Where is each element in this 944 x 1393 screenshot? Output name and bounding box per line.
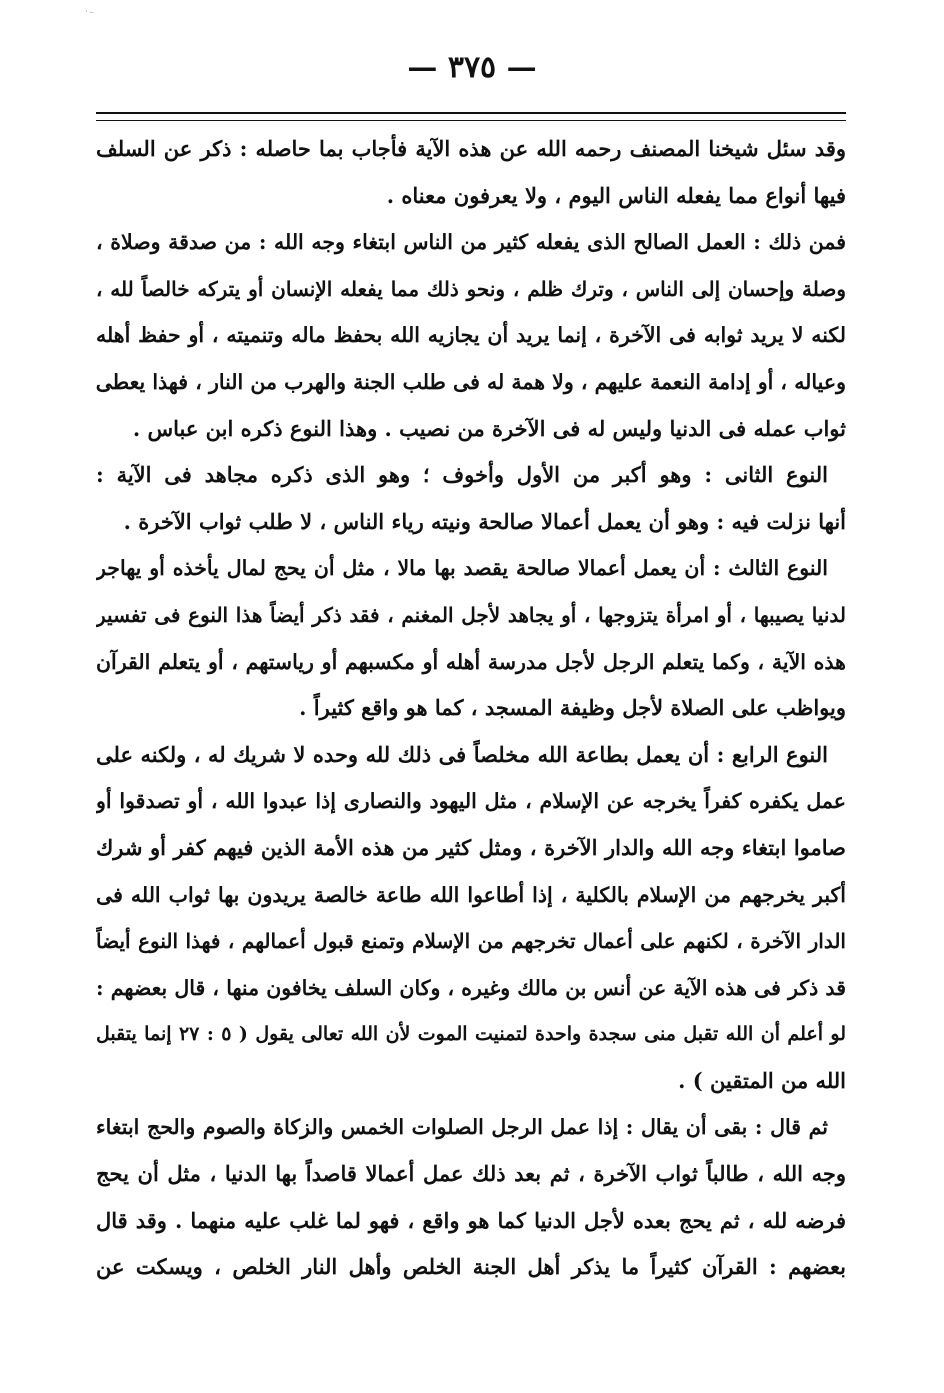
body-text: [96, 126, 846, 1291]
scan-speck: ⁻˙: [84, 10, 95, 21]
text-line: أنها نزلت فيه : وهو أن يعمل أعمالا صالحة ونيته رياء الناس ، لا طلب ثواب الآخرة .: [123, 508, 846, 534]
text-line: لكنه لا يريد ثوابه فى الآخرة ، إنما يريد أن يجازيه الله بحفظ ماله وتنميته ، أو حفظ أهله: [96, 323, 846, 348]
text-line: فرضه لله ، ثم يحج بعده لأجل الدنيا كما هو واقع ، فهو لما غلب عليه منهما . وقد قال: [96, 1207, 846, 1233]
text-line: النوع الثانى : وهو أكبر من الأول وأخوف ؛ وهو الذى ذكره مجاهد فى الآية :: [96, 462, 828, 488]
text-line: وعياله ، أو إدامة النعمة عليهم ، ولا همة له فى طلب الجنة والهرب من النار ، فهذا يعطى: [96, 369, 846, 394]
header-rule: [96, 112, 846, 114]
header-rule-thin: [96, 120, 846, 121]
text-line: النوع الثالث : أن يعمل أعمالا صالحة يقصد بها مالا ، مثل أن يحج لمال يأخذه أو يهاجر: [96, 556, 828, 581]
text-line: الدار الآخرة ، لكنهم على أعمال تخرجهم من الإسلام وتمنع قبول أعمالهم ، فهذا النوع أيضاً: [96, 929, 846, 954]
text-line: فيها أنواع مما يفعله الناس اليوم ، ولا يعرفون معناه .: [386, 182, 846, 208]
page-number: — ٣٧٥ —: [407, 50, 537, 85]
text-line: لو أعلم أن الله تقبل منى سجدة واحدة لتمنيت الموت لأن الله تعالى يقول ( ٥ : ٢٧ إنما يتقبل: [96, 1023, 846, 1046]
text-line: بعضهم : القرآن كثيراً ما يذكر أهل الجنة الخلص وأهل النار الخلص ، ويسكت عن: [96, 1254, 846, 1280]
text-line: ثواب عمله فى الدنيا وليس له فى الآخرة من نصيب . وهذا النوع ذكره ابن عباس .: [132, 415, 846, 441]
text-line: هذه الآية ، وكما يتعلم الرجل لأجل مدرسة أهله أو مكسبهم أو رياستهم ، أو يتعلم القرآن: [96, 649, 846, 674]
text-line: أكبر يخرجهم من الإسلام بالكلية ، إذا أطاعوا الله طاعة خالصة يريدون بها ثواب الله فى: [96, 882, 846, 907]
text-line: ويواظب على الصلاة لأجل وظيفة المسجد ، كما هو واقع كثيراً .: [299, 695, 846, 721]
text-line: عمل يكفره كفراً يخرجه عن الإسلام ، مثل اليهود والنصارى إذا عبدوا الله ، أو تصدقوا أو: [96, 789, 846, 814]
text-line: صاموا ابتغاء وجه الله والدار الآخرة ، ومثل كثير من هذه الأمة الذين فيهم كفر أو شرك: [96, 834, 846, 860]
text-line: لدنيا يصيبها ، أو امرأة يتزوجها ، أو يجاهد لأجل المغنم ، فقد ذكر أيضاً هذا النوع فى تفسير: [96, 602, 846, 627]
text-line: ثم قال : بقى أن يقال : إذا عمل الرجل الصلوات الخمس والزكاة والصوم والحج ابتغاء: [96, 1115, 828, 1140]
text-line: الله من المتقين ) .: [678, 1067, 846, 1093]
text-line: وجه الله ، طالباً ثواب الآخرة ، ثم بعد ذلك عمل أعمالا قاصداً بها الدنيا ، مثل أن يحج: [96, 1161, 846, 1187]
text-line: وصلة وإحسان إلى الناس ، وترك ظلم ، ونحو ذلك مما يفعله الإنسان أو يتركه خالصاً لله ،: [96, 276, 846, 301]
text-line: النوع الرابع : أن يعمل بطاعة الله مخلصاً فى ذلك لله وحده لا شريك له ، ولكنه على: [96, 741, 828, 767]
text-line: فمن ذلك : العمل الصالح الذى يفعله كثير من الناس ابتغاء وجه الله : من صدقة وصلاة ،: [96, 230, 846, 255]
text-line: وقد سئل شيخنا المصنف رحمه الله عن هذه الآية فأجاب بما حاصله : ذكر عن السلف: [96, 136, 846, 161]
text-line: قد ذكر فى هذه الآية عن أنس بن مالك وغيره ، وكان السلف يخافون منها ، قال بعضهم :: [96, 975, 846, 1000]
